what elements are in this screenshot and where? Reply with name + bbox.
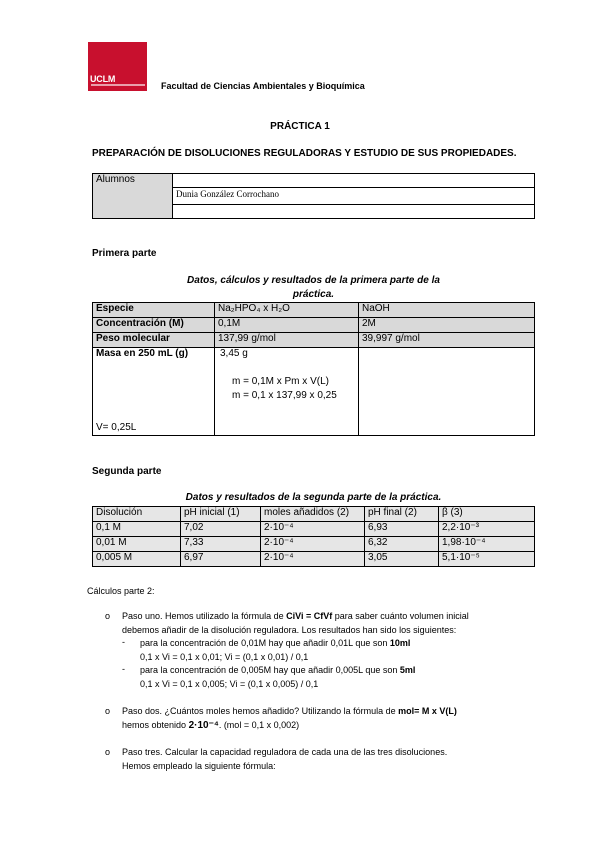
mass-formula-2: m = 0,1 x 137,99 x 0,25 (232, 390, 337, 401)
student-row: Dunia González Corrochano (173, 188, 535, 204)
step2-text-b: hemos obtenido (122, 720, 187, 730)
table-row (93, 522, 535, 537)
cell: 2·10⁻⁴ (261, 537, 365, 552)
dash-icon: - (122, 637, 125, 647)
sub1-line (140, 636, 536, 650)
row-label: Especie (93, 303, 215, 318)
col-header: pH inicial (1) (181, 507, 261, 522)
step1-formula: CiVi = CfVf (286, 611, 333, 621)
page-subtitle: PREPARACIÓN DE DISOLUCIONES REGULADORAS Y ESTUDIO DE SUS PROPIEDADES. (92, 148, 517, 159)
cell: 2·10⁻⁴ (261, 552, 365, 567)
cell: 1,98·10⁻⁴ (439, 537, 535, 552)
table-row (93, 552, 535, 567)
row-label: Concentración (M) (93, 318, 215, 333)
dash-icon: - (122, 664, 125, 674)
step1-text-b: para saber cuánto volumen inicial (334, 611, 469, 621)
logo-text: UCLM (90, 74, 116, 84)
cell: 6,32 (365, 537, 439, 552)
table-row (93, 318, 535, 333)
row-label: Peso molecular (93, 333, 215, 348)
students-table (92, 173, 535, 219)
step2-text-a: Paso dos. ¿Cuántos moles hemos añadido? Utilizando la fórmula de (122, 706, 396, 716)
cell: 7,33 (181, 537, 261, 552)
cell (359, 348, 535, 436)
student-row (173, 174, 535, 188)
cell: 0,005 M (93, 552, 181, 567)
mass-label: Masa en 250 mL (g) (96, 348, 189, 359)
col-header: β (3) (439, 507, 535, 522)
bullet-icon: o (105, 747, 111, 757)
step1-text-a: Paso uno. Hemos utilizado la fórmula de (122, 611, 284, 621)
part2-table (92, 506, 535, 567)
part1-heading: Primera parte (92, 248, 157, 259)
col-header: Disolución (93, 507, 181, 522)
step2-formula: mol= M x V(L) (398, 706, 457, 716)
part1-caption-line2: práctica. (292, 289, 335, 300)
table-row (93, 537, 535, 552)
sub2-equation: 0,1 x Vi = 0,1 x 0,005; Vi = (0,1 x 0,005) / 0,1 (140, 679, 319, 689)
cell: 5,1·10⁻⁵ (439, 552, 535, 567)
part2-caption: Datos y resultados de la segunda parte de la práctica. (185, 492, 442, 503)
cell: 2M (359, 318, 535, 333)
cell: NaOH (359, 303, 535, 318)
cell: 2·10⁻⁴ (261, 522, 365, 537)
step2-line2 (122, 718, 536, 733)
col-header: moles añadidos (2) (261, 507, 365, 522)
table-row (93, 303, 535, 318)
logo-underline (91, 84, 145, 86)
step2-value: 2·10⁻⁴ (188, 720, 219, 731)
sub1-volume: 10ml (389, 638, 411, 648)
cell: 2,2·10⁻³ (439, 522, 535, 537)
mass-formula-1: m = 0,1M x Pm x V(L) (232, 376, 329, 387)
faculty-name: Facultad de Ciencias Ambientales y Bioquímica (161, 81, 365, 91)
mass-volume: V= 0,25L (96, 422, 137, 433)
step1-line1 (122, 609, 536, 623)
bullet-icon: o (105, 611, 111, 621)
uclm-logo (88, 42, 147, 91)
sub2-text: para la concentración de 0,005M hay que añadir 0,005L que son (140, 665, 398, 675)
mass-value: 3,45 g (220, 348, 248, 359)
mass-label-cell (93, 348, 215, 436)
sub1-text: para la concentración de 0,01M hay que añadir 0,01L que son (140, 638, 388, 648)
step3-line2: Hemos empleado la siguiente fórmula: (122, 761, 276, 771)
cell: 3,05 (365, 552, 439, 567)
student-row (173, 204, 535, 218)
calc-heading: Cálculos parte 2: (87, 586, 155, 596)
cell: 6,97 (181, 552, 261, 567)
cell: Na₂HPO₄ x H₂O (215, 303, 359, 318)
students-label: Alumnos (93, 174, 173, 219)
part2-heading: Segunda parte (92, 466, 162, 477)
cell: 39,997 g/mol (359, 333, 535, 348)
cell: 137,99 g/mol (215, 333, 359, 348)
sub1-equation: 0,1 x Vi = 0,1 x 0,01; Vi = (0,1 x 0,01) / 0,1 (140, 652, 309, 662)
sub2-volume: 5ml (399, 665, 416, 675)
cell: 0,1M (215, 318, 359, 333)
sub2-line (140, 663, 536, 677)
table-header-row (93, 507, 535, 522)
part1-caption-line1: Datos, cálculos y resultados de la primera parte de la (187, 275, 440, 286)
step1-line2: debemos añadir de la disolución reguladora. Los resultados han sido los siguientes: (122, 625, 457, 635)
step2-line1 (122, 704, 536, 718)
cell: 6,93 (365, 522, 439, 537)
col-header: pH final (2) (365, 507, 439, 522)
mass-value-cell (215, 348, 359, 436)
step2-text-c: . (mol = 0,1 x 0,002) (218, 720, 300, 730)
page-title: PRÁCTICA 1 (270, 121, 330, 132)
table-row (93, 333, 535, 348)
cell: 0,01 M (93, 537, 181, 552)
bullet-icon: o (105, 706, 111, 716)
part1-table (92, 302, 535, 436)
step3-line1: Paso tres. Calcular la capacidad reguladora de cada una de las tres disoluciones. (122, 747, 448, 757)
cell: 0,1 M (93, 522, 181, 537)
cell: 7,02 (181, 522, 261, 537)
table-row (93, 348, 535, 436)
